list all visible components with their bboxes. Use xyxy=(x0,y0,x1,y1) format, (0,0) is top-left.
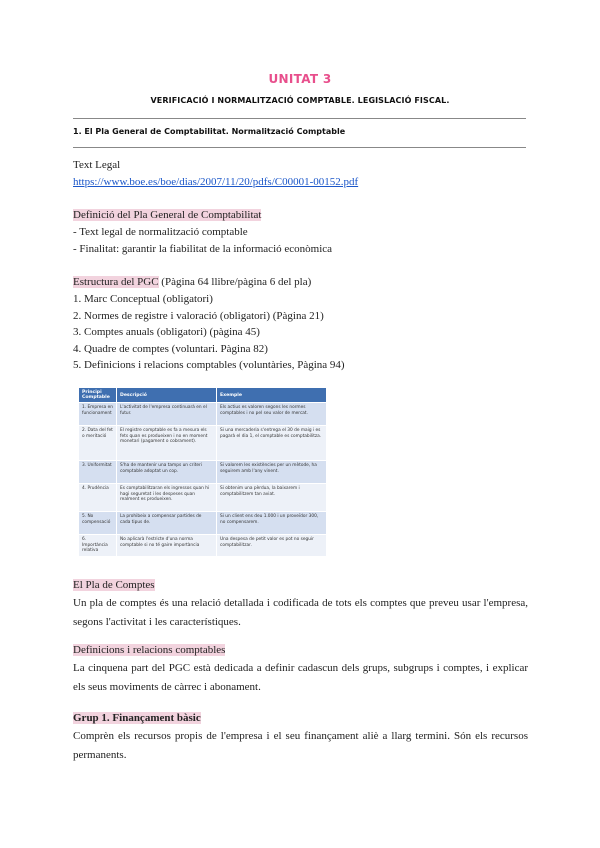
table-row xyxy=(79,535,327,557)
unit-subtitle: VERIFICACIÓ I NORMALITZACIÓ COMPTABLE. LEGISLACIÓ FISCAL. xyxy=(150,96,450,105)
estructura-item: 5. Definicions i relacions comptables (voluntàries, Pàgina 94) xyxy=(73,359,345,371)
table-cell: Una despesa de petit valor es pot no seguir comptabilitzar. xyxy=(217,535,327,557)
table-row xyxy=(79,403,327,426)
table-cell: S'ha de mantenir una tamps un criteri comptable adoptat un cop. xyxy=(117,461,217,484)
definicio-heading xyxy=(73,208,261,222)
divider-bottom xyxy=(73,147,526,148)
table-cell: No aplicarà l'estricte d'una norma comptable si no té gaire importància xyxy=(117,535,217,557)
table-row xyxy=(79,484,327,512)
table-cell: Es comptabilitzaran els ingressos quan hi hagi seguretat i les despeses quan realment es produeixen. xyxy=(117,484,217,512)
pla-comptes-paragraph: Un pla de comptes és una relació detallada i codificada de tots els comptes que preveu usar l'empresa, segons l'activitat i les característiques. xyxy=(73,597,528,628)
table-cell: L'activitat de l'empresa continuarà en el futur. xyxy=(117,403,217,426)
grup1-heading xyxy=(73,711,201,725)
boe-link[interactable]: https://www.boe.es/boe/dias/2007/11/20/pdfs/C00001-00152.pdf xyxy=(73,176,359,188)
table-row xyxy=(79,461,327,484)
definicio-line: - Text legal de normalització comptable xyxy=(73,226,248,238)
table-row xyxy=(79,512,327,535)
table-cell: El registre comptable es fa a mesura els fets quan es produeixen i no en moment monetari (pagament o cobrament). xyxy=(117,426,217,461)
table-cell: 2. Data del fet o meritació xyxy=(79,426,117,461)
table-cell: Si obtenim una pèrdua, la baixarem i comptabilitzem tan aviat. xyxy=(217,484,327,512)
table-cell: 6. Importància relativa xyxy=(79,535,117,557)
table-cell: 4. Prudència xyxy=(79,484,117,512)
table-cell: 1. Empresa en funcionament xyxy=(79,403,117,426)
estructura-item: 4. Quadre de comptes (voluntari. Pàgina 82) xyxy=(73,343,268,355)
table-cell: La prohibeix a compensar partides de cada tipus de. xyxy=(117,512,217,535)
table-header-cell: Descripció xyxy=(117,388,217,403)
estructura-heading-text: Estructura del PGC xyxy=(73,276,159,288)
estructura-note: (Pàgina 64 llibre/pàgina 6 del pla) xyxy=(158,276,312,288)
table-cell: Si un client ens deu 1.000 i un proveïdor 300, no compensarem. xyxy=(217,512,327,535)
table-cell: 5. No compensació xyxy=(79,512,117,535)
table-header-cell: Principi Comptable xyxy=(79,388,117,403)
grup1-paragraph: Comprèn els recursos propis de l'empresa i el seu finançament aliè a llarg termini. Són els recursos permanents. xyxy=(73,730,528,761)
table-row xyxy=(79,426,327,461)
principles-table xyxy=(78,387,327,557)
pla-comptes-heading-text: El Pla de Comptes xyxy=(73,579,155,591)
definicions-heading-text: Definicions i relacions comptables xyxy=(73,644,226,656)
definicions-heading xyxy=(73,643,225,657)
definicions-paragraph: La cinquena part del PGC està dedicada a definir cadascun dels grups, subgrups i comptes, i explicar els seus moviments de càrrec i abonament. xyxy=(73,662,528,693)
divider-top xyxy=(73,118,526,119)
table-header-row xyxy=(79,388,327,403)
unit-title: UNITAT 3 xyxy=(268,72,332,86)
table-cell: Si valorem les existències per un mètode, ha seguirem amb l'any vinent. xyxy=(217,461,327,484)
estructura-item: 3. Comptes anuals (obligatori) (pàgina 45) xyxy=(73,326,260,338)
pla-comptes-heading xyxy=(73,578,155,592)
table-cell: Els actius es valoren segons les normes comptables i no pel seu valor de mercat. xyxy=(217,403,327,426)
estructura-item: 2. Normes de registre i valoració (obligatori) (Pàgina 21) xyxy=(73,310,324,322)
definicio-heading-text: Definició del Pla General de Comptabilitat xyxy=(73,209,262,221)
table-header-cell: Exemple xyxy=(217,388,327,403)
estructura-heading xyxy=(73,275,311,289)
section-heading: 1. El Pla General de Comptabilitat. Normalització Comptable xyxy=(73,127,346,136)
legal-text-label: Text Legal xyxy=(73,159,121,171)
definicio-line: - Finalitat: garantir la fiabilitat de la informació econòmica xyxy=(73,243,333,255)
estructura-item: 1. Marc Conceptual (obligatori) xyxy=(73,293,213,305)
table-cell: Si una mercaderia s'entrega el 30 de maig i es pagarà el dia 1, el comptable es comptabilitza. xyxy=(217,426,327,461)
grup1-heading-text: Grup 1. Finançament bàsic xyxy=(73,712,201,724)
table-cell: 3. Uniformitat xyxy=(79,461,117,484)
